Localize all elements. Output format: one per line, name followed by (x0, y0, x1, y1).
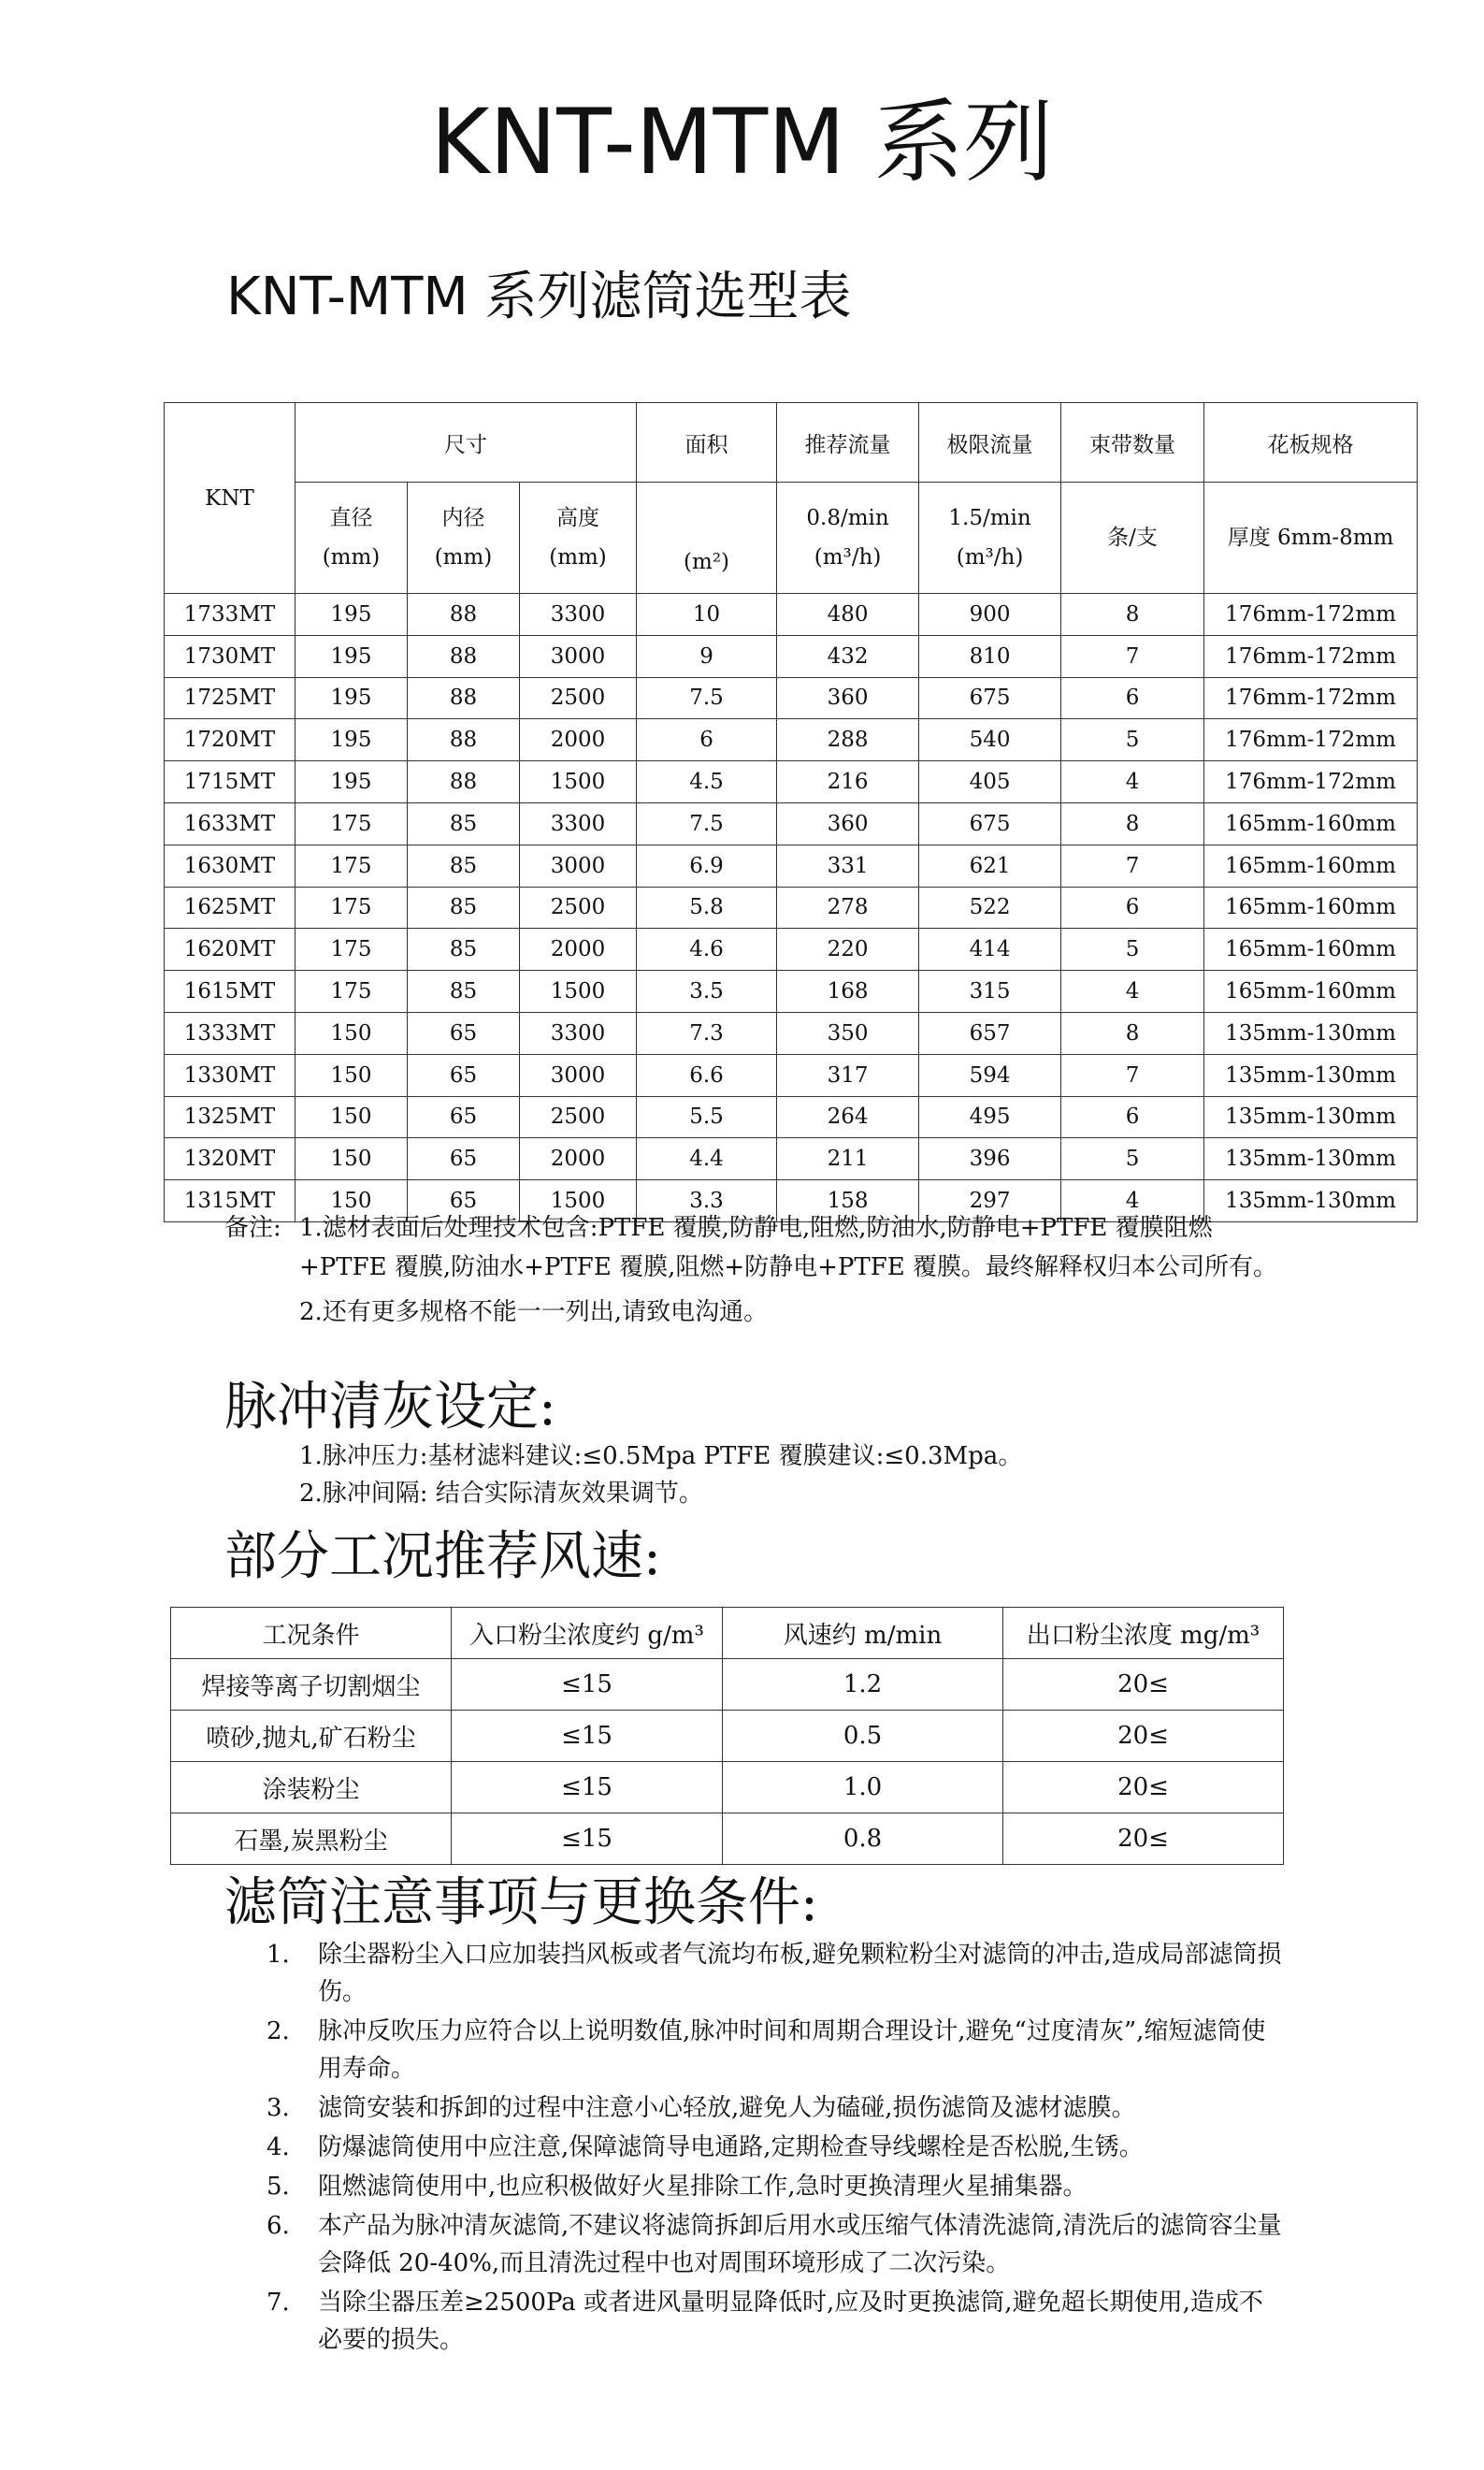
table-cell: 168 (777, 971, 919, 1013)
list-item (267, 2168, 1286, 2205)
table-cell: 85 (408, 929, 520, 971)
table-cell: 20≤ (1003, 1762, 1284, 1813)
cond-header-speed: 风速约 m/min (723, 1608, 1003, 1659)
table-cell: 4 (1061, 761, 1204, 803)
table-cell: 1725MT (165, 677, 295, 719)
table-cell: 1615MT (165, 971, 295, 1013)
spec-table-body (165, 594, 1418, 1222)
table-cell: 165mm-160mm (1204, 929, 1418, 971)
table-row (171, 1762, 1284, 1813)
table-cell: 88 (408, 761, 520, 803)
cond-header-inlet: 入口粉尘浓度约 g/m³ (452, 1608, 723, 1659)
table-cell: 675 (919, 677, 1061, 719)
table-cell: 175 (295, 845, 408, 887)
table-cell: 176mm-172mm (1204, 719, 1418, 761)
table-cell: 1630MT (165, 845, 295, 887)
table-cell: 85 (408, 845, 520, 887)
table-cell: 150 (295, 1180, 408, 1222)
note-item-1 (224, 1208, 1290, 1287)
list-item-text: 滤筒安装和拆卸的过程中注意小心轻放,避免人为磕碰,损伤滤筒及滤材滤膜。 (318, 2094, 1136, 2122)
table-cell: 150 (295, 1054, 408, 1096)
table-cell: 1625MT (165, 887, 295, 929)
table-cell: 7 (1061, 845, 1204, 887)
table-cell: 4 (1061, 1180, 1204, 1222)
list-item (267, 2284, 1286, 2359)
table-row (165, 1096, 1418, 1138)
table-cell: 85 (408, 971, 520, 1013)
table-cell: 165mm-160mm (1204, 802, 1418, 845)
table-row (171, 1659, 1284, 1711)
table-cell: 1730MT (165, 635, 295, 677)
table-cell: 7.5 (637, 677, 777, 719)
table-cell: 495 (919, 1096, 1061, 1138)
table-cell: 317 (777, 1054, 919, 1096)
list-item-text: 本产品为脉冲清灰滤筒,不建议将滤筒拆卸后用水或压缩气体清洗滤筒,清洗后的滤筒容尘量会降低 20-40%,而且清洗过程中也对周围环境形成了二次污染。 (318, 2212, 1282, 2277)
table-cell: 3000 (520, 635, 637, 677)
table-cell: 315 (919, 971, 1061, 1013)
table-row (165, 887, 1418, 929)
table-cell: 810 (919, 635, 1061, 677)
table-cell: 8 (1061, 1012, 1204, 1054)
table-cell: 88 (408, 677, 520, 719)
table-cell: 621 (919, 845, 1061, 887)
list-item-text: 脉冲反吹压力应符合以上说明数值,脉冲时间和周期合理设计,避免“过度清灰”,缩短滤筒使用寿命。 (318, 2017, 1266, 2083)
table-cell: 6.6 (637, 1054, 777, 1096)
table-cell: 1330MT (165, 1054, 295, 1096)
table-cell: 150 (295, 1096, 408, 1138)
table-cell: 4.6 (637, 929, 777, 971)
table-cell: 158 (777, 1180, 919, 1222)
table-cell: 65 (408, 1180, 520, 1222)
table-cell: 4.4 (637, 1138, 777, 1180)
table-cell: 9 (637, 635, 777, 677)
table-cell: 5 (1061, 719, 1204, 761)
table-cell: 176mm-172mm (1204, 761, 1418, 803)
table-cell: 88 (408, 635, 520, 677)
table-cell: 2000 (520, 1138, 637, 1180)
table-cell: 1500 (520, 761, 637, 803)
list-item-text: 阻燃滤筒使用中,也应积极做好火星排除工作,急时更换清理火星捕集器。 (318, 2173, 1088, 2201)
table-cell: 432 (777, 635, 919, 677)
table-cell: 5.8 (637, 887, 777, 929)
list-item-text: 防爆滤筒使用中应注意,保障滤筒导电通路,定期检查导线螺栓是否松脱,生锈。 (318, 2133, 1144, 2161)
table-cell: 414 (919, 929, 1061, 971)
cond-header-outlet: 出口粉尘浓度 mg/m³ (1003, 1608, 1284, 1659)
table-cell: 175 (295, 802, 408, 845)
notice-list (267, 1936, 1286, 2361)
table-cell: 8 (1061, 802, 1204, 845)
table-cell: 焊接等离子切割烟尘 (171, 1659, 452, 1711)
table-cell: 331 (777, 845, 919, 887)
table-cell: 264 (777, 1096, 919, 1138)
table-cell: 3300 (520, 1012, 637, 1054)
table-cell: 5 (1061, 1138, 1204, 1180)
table-cell: ≤15 (452, 1813, 723, 1865)
table-cell: 88 (408, 719, 520, 761)
table-cell: 195 (295, 594, 408, 636)
table-cell: 360 (777, 802, 919, 845)
table-cell: 195 (295, 635, 408, 677)
table-cell: 1715MT (165, 761, 295, 803)
subheader-inner: 内径 (mm) (408, 483, 520, 594)
table-cell: 3.5 (637, 971, 777, 1013)
table-cell: 10 (637, 594, 777, 636)
cond-header-condition: 工况条件 (171, 1608, 452, 1659)
table-cell: 1.2 (723, 1659, 1003, 1711)
conditions-table (170, 1607, 1284, 1865)
list-item-number: 7. (267, 2289, 290, 2317)
table-cell: 216 (777, 761, 919, 803)
table-cell: 195 (295, 761, 408, 803)
subheader-height: 高度 (mm) (520, 483, 637, 594)
table-cell: 405 (919, 761, 1061, 803)
table-row (165, 594, 1418, 636)
conditions-heading: 部分工况推荐风速: (224, 1526, 661, 1587)
table-cell: 1500 (520, 1180, 637, 1222)
table-cell: 522 (919, 887, 1061, 929)
table-cell: 1720MT (165, 719, 295, 761)
table-row (165, 677, 1418, 719)
table-row (165, 635, 1418, 677)
table-row (165, 929, 1418, 971)
table-cell: 88 (408, 594, 520, 636)
table-cell: 220 (777, 929, 919, 971)
table-cell: 6 (1061, 1096, 1204, 1138)
table-cell: 3300 (520, 802, 637, 845)
table-cell: ≤15 (452, 1659, 723, 1711)
table-cell: 175 (295, 887, 408, 929)
table-cell: 1633MT (165, 802, 295, 845)
subheader-area-unit: (m²) (637, 483, 777, 594)
table-cell: 3.3 (637, 1180, 777, 1222)
pulse-settings (299, 1437, 1022, 1512)
table-cell: 85 (408, 887, 520, 929)
table-cell: 石墨,炭黑粉尘 (171, 1813, 452, 1865)
pulse-line-1: 1.脉冲压力:基材滤料建议:≤0.5Mpa PTFE 覆膜建议:≤0.3Mpa。 (299, 1442, 1023, 1470)
table-cell: 165mm-160mm (1204, 887, 1418, 929)
table-cell: 0.8 (723, 1813, 1003, 1865)
table-cell: 7.3 (637, 1012, 777, 1054)
pulse-line-2: 2.脉冲间隔: 结合实际清灰效果调节。 (299, 1480, 703, 1508)
table-cell: 2000 (520, 929, 637, 971)
table-cell: 278 (777, 887, 919, 929)
table-cell: 2000 (520, 719, 637, 761)
table-row (165, 802, 1418, 845)
table-cell: 350 (777, 1012, 919, 1054)
table-cell: 396 (919, 1138, 1061, 1180)
table-cell: 65 (408, 1054, 520, 1096)
header-flow-rec: 推荐流量 (777, 403, 919, 483)
table-row (171, 1711, 1284, 1762)
list-item-number: 3. (267, 2094, 290, 2122)
notes-prefix: 备注: (224, 1214, 281, 1242)
table-cell: 195 (295, 677, 408, 719)
table-cell: 297 (919, 1180, 1061, 1222)
table-cell: 6.9 (637, 845, 777, 887)
table-cell: 65 (408, 1012, 520, 1054)
table-cell: 135mm-130mm (1204, 1096, 1418, 1138)
header-plate: 花板规格 (1204, 403, 1418, 483)
list-item-number: 4. (267, 2133, 290, 2161)
table-title: KNT-MTM 系列滤筒选型表 (226, 267, 852, 327)
spec-table (164, 402, 1418, 1222)
table-cell: 5.5 (637, 1096, 777, 1138)
table-cell: ≤15 (452, 1762, 723, 1813)
table-cell: 176mm-172mm (1204, 635, 1418, 677)
table-cell: 211 (777, 1138, 919, 1180)
table-cell: 7 (1061, 635, 1204, 677)
table-cell: 8 (1061, 594, 1204, 636)
list-item (267, 1936, 1286, 2011)
table-cell: 5 (1061, 929, 1204, 971)
notes (224, 1208, 1290, 1332)
table-cell: 2500 (520, 677, 637, 719)
table-cell: 0.5 (723, 1711, 1003, 1762)
table-cell: 65 (408, 1138, 520, 1180)
table-cell: 65 (408, 1096, 520, 1138)
table-cell: 2500 (520, 887, 637, 929)
table-cell: 135mm-130mm (1204, 1012, 1418, 1054)
subheader-flow-rec: 0.8/min (m³/h) (777, 483, 919, 594)
table-cell: 1333MT (165, 1012, 295, 1054)
table-cell: 135mm-130mm (1204, 1138, 1418, 1180)
table-cell: 喷砂,抛丸,矿石粉尘 (171, 1711, 452, 1762)
table-cell: 3300 (520, 594, 637, 636)
list-item-number: 1. (267, 1941, 290, 1969)
table-row (165, 719, 1418, 761)
table-cell: 135mm-130mm (1204, 1054, 1418, 1096)
table-cell: 7 (1061, 1054, 1204, 1096)
table-cell: 2500 (520, 1096, 637, 1138)
pulse-heading: 脉冲清灰设定: (224, 1377, 556, 1437)
table-cell: 900 (919, 594, 1061, 636)
table-cell: 594 (919, 1054, 1061, 1096)
table-cell: 1620MT (165, 929, 295, 971)
page-title: KNT-MTM 系列 (430, 90, 1054, 195)
list-item (267, 2129, 1286, 2166)
table-cell: 4 (1061, 971, 1204, 1013)
list-item (267, 2013, 1286, 2087)
list-item-text: 除尘器粉尘入口应加装挡风板或者气流均布板,避免颗粒粉尘对滤筒的冲击,造成局部滤筒损伤。 (318, 1941, 1282, 2006)
table-cell: 195 (295, 719, 408, 761)
table-cell: 1733MT (165, 594, 295, 636)
table-cell: 657 (919, 1012, 1061, 1054)
note-item-2 (224, 1293, 1290, 1332)
table-cell: 20≤ (1003, 1659, 1284, 1711)
header-area: 面积 (637, 403, 777, 483)
table-cell: 1320MT (165, 1138, 295, 1180)
subheader-flow-max: 1.5/min (m³/h) (919, 483, 1061, 594)
table-cell: 85 (408, 802, 520, 845)
table-cell: 175 (295, 929, 408, 971)
table-cell: 1325MT (165, 1096, 295, 1138)
table-cell: 675 (919, 802, 1061, 845)
list-item-number: 5. (267, 2173, 290, 2201)
table-cell: 1.0 (723, 1762, 1003, 1813)
table-cell: 1315MT (165, 1180, 295, 1222)
header-band: 束带数量 (1061, 403, 1204, 483)
list-item (267, 2207, 1286, 2282)
table-cell: 135mm-130mm (1204, 1180, 1418, 1222)
table-cell: 176mm-172mm (1204, 594, 1418, 636)
table-cell: 涂装粉尘 (171, 1762, 452, 1813)
table-cell: 288 (777, 719, 919, 761)
header-flow-max: 极限流量 (919, 403, 1061, 483)
table-cell: 6 (1061, 677, 1204, 719)
table-cell: 150 (295, 1138, 408, 1180)
note-text-1: 1.滤材表面后处理技术包含:PTFE 覆膜,防静电,阻燃,防油水,防静电+PTFE 覆膜阻燃+PTFE 覆膜,防油水+PTFE 覆膜,阻燃+防静电+PTFE 覆膜。最终解释权归本公司所有。 (299, 1214, 1278, 1281)
table-cell: 175 (295, 971, 408, 1013)
table-row (165, 845, 1418, 887)
header-knt: KNT (165, 403, 295, 594)
header-size: 尺寸 (295, 403, 637, 483)
table-cell: 7.5 (637, 802, 777, 845)
table-cell: 4.5 (637, 761, 777, 803)
table-row (165, 1054, 1418, 1096)
table-cell: 165mm-160mm (1204, 971, 1418, 1013)
table-row (171, 1813, 1284, 1865)
table-cell: ≤15 (452, 1711, 723, 1762)
conditions-table-body (171, 1659, 1284, 1865)
subheader-diameter: 直径 (mm) (295, 483, 408, 594)
table-row (165, 1012, 1418, 1054)
table-cell: 540 (919, 719, 1061, 761)
table-cell: 176mm-172mm (1204, 677, 1418, 719)
table-cell: 3000 (520, 845, 637, 887)
notice-heading: 滤筒注意事项与更换条件: (224, 1872, 818, 1933)
list-item-text: 当除尘器压差≥2500Pa 或者进风量明显降低时,应及时更换滤筒,避免超长期使用,造成不必要的损失。 (318, 2289, 1263, 2354)
table-cell: 6 (637, 719, 777, 761)
table-cell: 20≤ (1003, 1813, 1284, 1865)
list-item (267, 2089, 1286, 2127)
subheader-plate: 厚度 6mm-8mm (1204, 483, 1418, 594)
table-cell: 6 (1061, 887, 1204, 929)
table-cell: 360 (777, 677, 919, 719)
table-row (165, 971, 1418, 1013)
subheader-band: 条/支 (1061, 483, 1204, 594)
table-cell: 3000 (520, 1054, 637, 1096)
table-cell: 20≤ (1003, 1711, 1284, 1762)
list-item-number: 2. (267, 2017, 290, 2045)
table-cell: 165mm-160mm (1204, 845, 1418, 887)
note-text-2: 2.还有更多规格不能一一列出,请致电沟通。 (299, 1298, 769, 1326)
table-cell: 480 (777, 594, 919, 636)
table-row (165, 1138, 1418, 1180)
table-row (165, 761, 1418, 803)
table-cell: 150 (295, 1012, 408, 1054)
list-item-number: 6. (267, 2212, 290, 2240)
table-cell: 1500 (520, 971, 637, 1013)
